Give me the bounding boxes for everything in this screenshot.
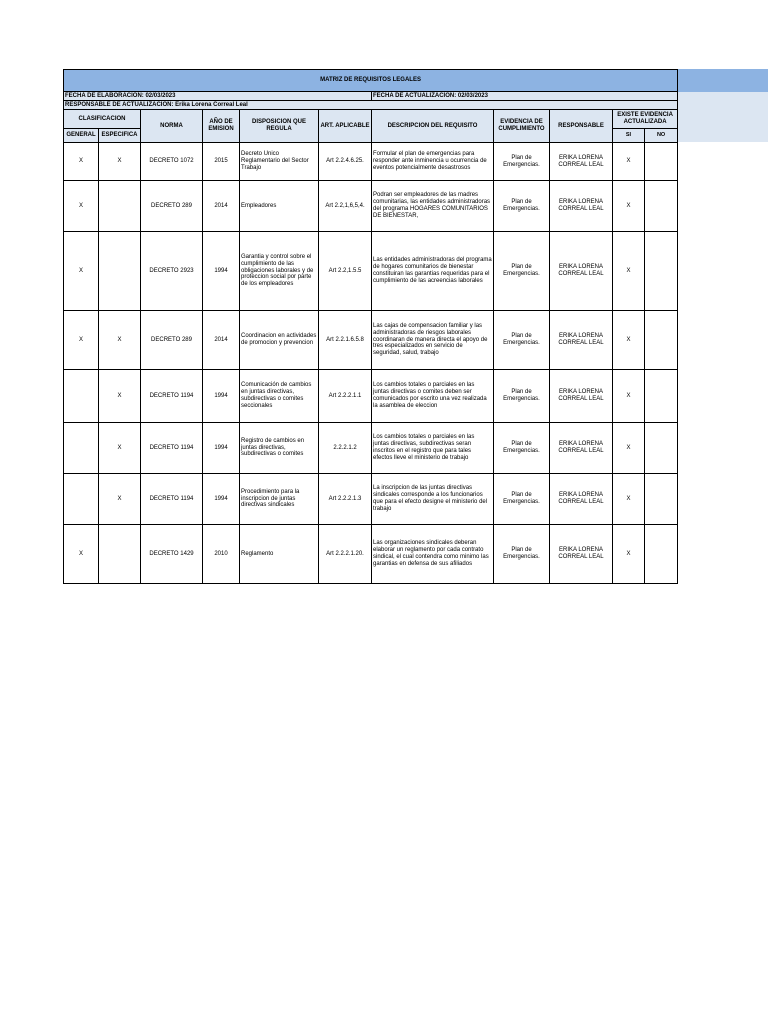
cell-general: X: [64, 525, 99, 584]
cell-articulo: Art 2.2.2.1.1: [319, 370, 372, 423]
cell-no: [645, 143, 678, 181]
cell-especifica: X: [99, 423, 141, 474]
cell-especifica: X: [99, 370, 141, 423]
header-general: GENERAL: [64, 129, 99, 143]
cell-responsable: ERIKA LORENA CORREAL LEAL: [550, 181, 613, 232]
cell-especifica: X: [99, 143, 141, 181]
header-especifica: ESPECIFICA: [99, 129, 141, 143]
cell-no: [645, 525, 678, 584]
cell-anio: 2014: [203, 181, 240, 232]
header-disposicion: DISPOSICION QUE REGULA: [240, 110, 319, 143]
cell-general: X: [64, 311, 99, 370]
cell-descripcion: La inscripcion de las juntas directivas sindicales corresponde a los funcionarios que para el efecto designe el ministerio del trabajo: [372, 474, 494, 525]
cell-descripcion: Las entidades administradoras del programa de hogares comunitarios de bienestar constituiran las garantias requeridas para el cumplimiento de las acreencias laborales: [372, 232, 494, 311]
cell-descripcion: Los cambios totales o parciales en las juntas directivas, subdirectivas seran inscritos en el registro que para tales efectos lleve el ministerio de trabajo: [372, 423, 494, 474]
cell-responsable: ERIKA LORENA CORREAL LEAL: [550, 474, 613, 525]
cell-si: X: [613, 525, 645, 584]
cell-norma: DECRETO 1194: [141, 474, 203, 525]
cell-responsable: ERIKA LORENA CORREAL LEAL: [550, 232, 613, 311]
cell-evidencia: Plan de Emergencias.: [494, 423, 550, 474]
cell-anio: 1994: [203, 423, 240, 474]
table-row: [64, 311, 678, 370]
cell-general: [64, 474, 99, 525]
cell-articulo: Art 2.2,1.5.5: [319, 232, 372, 311]
table-row: [64, 232, 678, 311]
cell-anio: 1994: [203, 370, 240, 423]
cell-no: [645, 423, 678, 474]
header-norma: NORMA: [141, 110, 203, 143]
cell-general: X: [64, 181, 99, 232]
cell-articulo: Art 2.2,1,6,5,4.: [319, 181, 372, 232]
cell-especifica: [99, 525, 141, 584]
cell-disposicion: Registro de cambios en juntas directivas, subdirectivas o comites: [240, 423, 319, 474]
header-descripcion: DESCRIPCION DEL REQUISITO: [372, 110, 494, 143]
cell-general: X: [64, 232, 99, 311]
cell-si: X: [613, 232, 645, 311]
cell-articulo: Art 2.2.2.1.3: [319, 474, 372, 525]
cell-responsable: ERIKA LORENA CORREAL LEAL: [550, 423, 613, 474]
cell-norma: DECRETO 289: [141, 181, 203, 232]
cell-no: [645, 232, 678, 311]
cell-si: X: [613, 181, 645, 232]
cell-descripcion: Podran ser empleadores de las madres comunitarias, las entidades administradoras del programa HOGARES COMUNITARIOS DE BIENESTAR,: [372, 181, 494, 232]
cell-norma: DECRETO 1429: [141, 525, 203, 584]
cell-descripcion: Los cambios totales o parciales en las juntas directivas o comites deben ser comunicados por escrito una vez realizada la asamblea de eleccion: [372, 370, 494, 423]
cell-evidencia: Plan de Emergencias.: [494, 370, 550, 423]
cell-general: X: [64, 143, 99, 181]
cell-evidencia: Plan de Emergencias.: [494, 143, 550, 181]
cell-responsable: ERIKA LORENA CORREAL LEAL: [550, 370, 613, 423]
cell-si: X: [613, 423, 645, 474]
cell-evidencia: Plan de Emergencias.: [494, 311, 550, 370]
cell-descripcion: Las organizaciones sindicales deberan elaborar un reglamento por cada contrato sindical, el cual contendra como minimo las garantias en defensa de sus afiliados: [372, 525, 494, 584]
header-responsable: RESPONSABLE: [550, 110, 613, 143]
cell-disposicion: Garantia y control sobre el cumplimiento de las obligaciones laborales y de proteccion social por parte de los empleadores: [240, 232, 319, 311]
cell-responsable: ERIKA LORENA CORREAL LEAL: [550, 311, 613, 370]
cell-disposicion: Coordinacion en actividades de promocion y prevencion: [240, 311, 319, 370]
cell-anio: 2014: [203, 311, 240, 370]
responsable-actualizacion: RESPONSABLE DE ACTUALIZACION: Erika Lorena Correal Leal: [64, 101, 678, 110]
table-row: [64, 181, 678, 232]
cell-no: [645, 370, 678, 423]
cell-anio: 2015: [203, 143, 240, 181]
header-no: NO: [645, 129, 678, 143]
legal-requirements-matrix: [63, 69, 678, 584]
cell-especifica: [99, 232, 141, 311]
cell-no: [645, 311, 678, 370]
cell-si: X: [613, 311, 645, 370]
cell-norma: DECRETO 1194: [141, 370, 203, 423]
cell-norma: DECRETO 289: [141, 311, 203, 370]
header-evidencia: EVIDENCIA DE CUMPLIMIENTO: [494, 110, 550, 143]
cell-anio: 1994: [203, 474, 240, 525]
header-clasificacion: CLASIFICACION: [64, 110, 141, 129]
header-articulo: ART. APLICABLE: [319, 110, 372, 143]
cell-especifica: X: [99, 474, 141, 525]
table-row: [64, 474, 678, 525]
cell-norma: DECRETO 1194: [141, 423, 203, 474]
cell-disposicion: Procedimiento para la inscripcion de juntas directivas sindicales: [240, 474, 319, 525]
cell-responsable: ERIKA LORENA CORREAL LEAL: [550, 143, 613, 181]
cell-evidencia: Plan de Emergencias.: [494, 232, 550, 311]
cell-evidencia: Plan de Emergencias.: [494, 181, 550, 232]
fecha-actualizacion: FECHA DE ACTUALIZACION: 02/03/2023: [372, 92, 678, 101]
cell-si: X: [613, 143, 645, 181]
cell-disposicion: Reglamento: [240, 525, 319, 584]
cell-articulo: Art 2.2.1.6.5.8: [319, 311, 372, 370]
cell-no: [645, 181, 678, 232]
cell-norma: DECRETO 2923: [141, 232, 203, 311]
cell-evidencia: Plan de Emergencias.: [494, 525, 550, 584]
cell-articulo: Art 2.2.2.1.20.: [319, 525, 372, 584]
cell-evidencia: Plan de Emergencias.: [494, 474, 550, 525]
cell-disposicion: Decreto Unico Reglamentario del Sector Trabajo: [240, 143, 319, 181]
cell-si: X: [613, 370, 645, 423]
table-row: [64, 370, 678, 423]
cell-no: [645, 474, 678, 525]
header-anio: AÑO DE EMISION: [203, 110, 240, 143]
matrix-rows: [64, 143, 678, 584]
cell-si: X: [613, 474, 645, 525]
cell-norma: DECRETO 1072: [141, 143, 203, 181]
header-existe-evidencia: EXISTE EVIDENCIA ACTUALIZADA: [613, 110, 678, 129]
cell-articulo: Art 2.2.4.6.25.: [319, 143, 372, 181]
cell-general: [64, 423, 99, 474]
cell-descripcion: Las cajas de compensacion familiar y las administradoras de riesgos laborales coordinaran de manera directa el apoyo de tres especializados en servicio de seguridad, salud, trabajo: [372, 311, 494, 370]
cell-disposicion: Comunicación de cambios en juntas directivas, subdirectivas o comites seccionales: [240, 370, 319, 423]
cell-especifica: X: [99, 311, 141, 370]
table-row: [64, 143, 678, 181]
cell-articulo: 2.2.2.1.2: [319, 423, 372, 474]
header-band-extension-light: [677, 92, 768, 142]
cell-disposicion: Empleadores: [240, 181, 319, 232]
cell-descripcion: Formular el plan de emergencias para responder ante inminencia u ocurrencia de eventos potencialmente desastrosos: [372, 143, 494, 181]
cell-responsable: ERIKA LORENA CORREAL LEAL: [550, 525, 613, 584]
cell-especifica: [99, 181, 141, 232]
cell-general: [64, 370, 99, 423]
matrix-title: MATRIZ DE REQUISITOS LEGALES: [64, 70, 678, 92]
fecha-elaboracion: FECHA DE ELABORACION: 02/03/2023: [64, 92, 372, 101]
header-si: SI: [613, 129, 645, 143]
table-row: [64, 525, 678, 584]
cell-anio: 2010: [203, 525, 240, 584]
header-band-extension: [677, 69, 768, 92]
cell-anio: 1994: [203, 232, 240, 311]
table-row: [64, 423, 678, 474]
